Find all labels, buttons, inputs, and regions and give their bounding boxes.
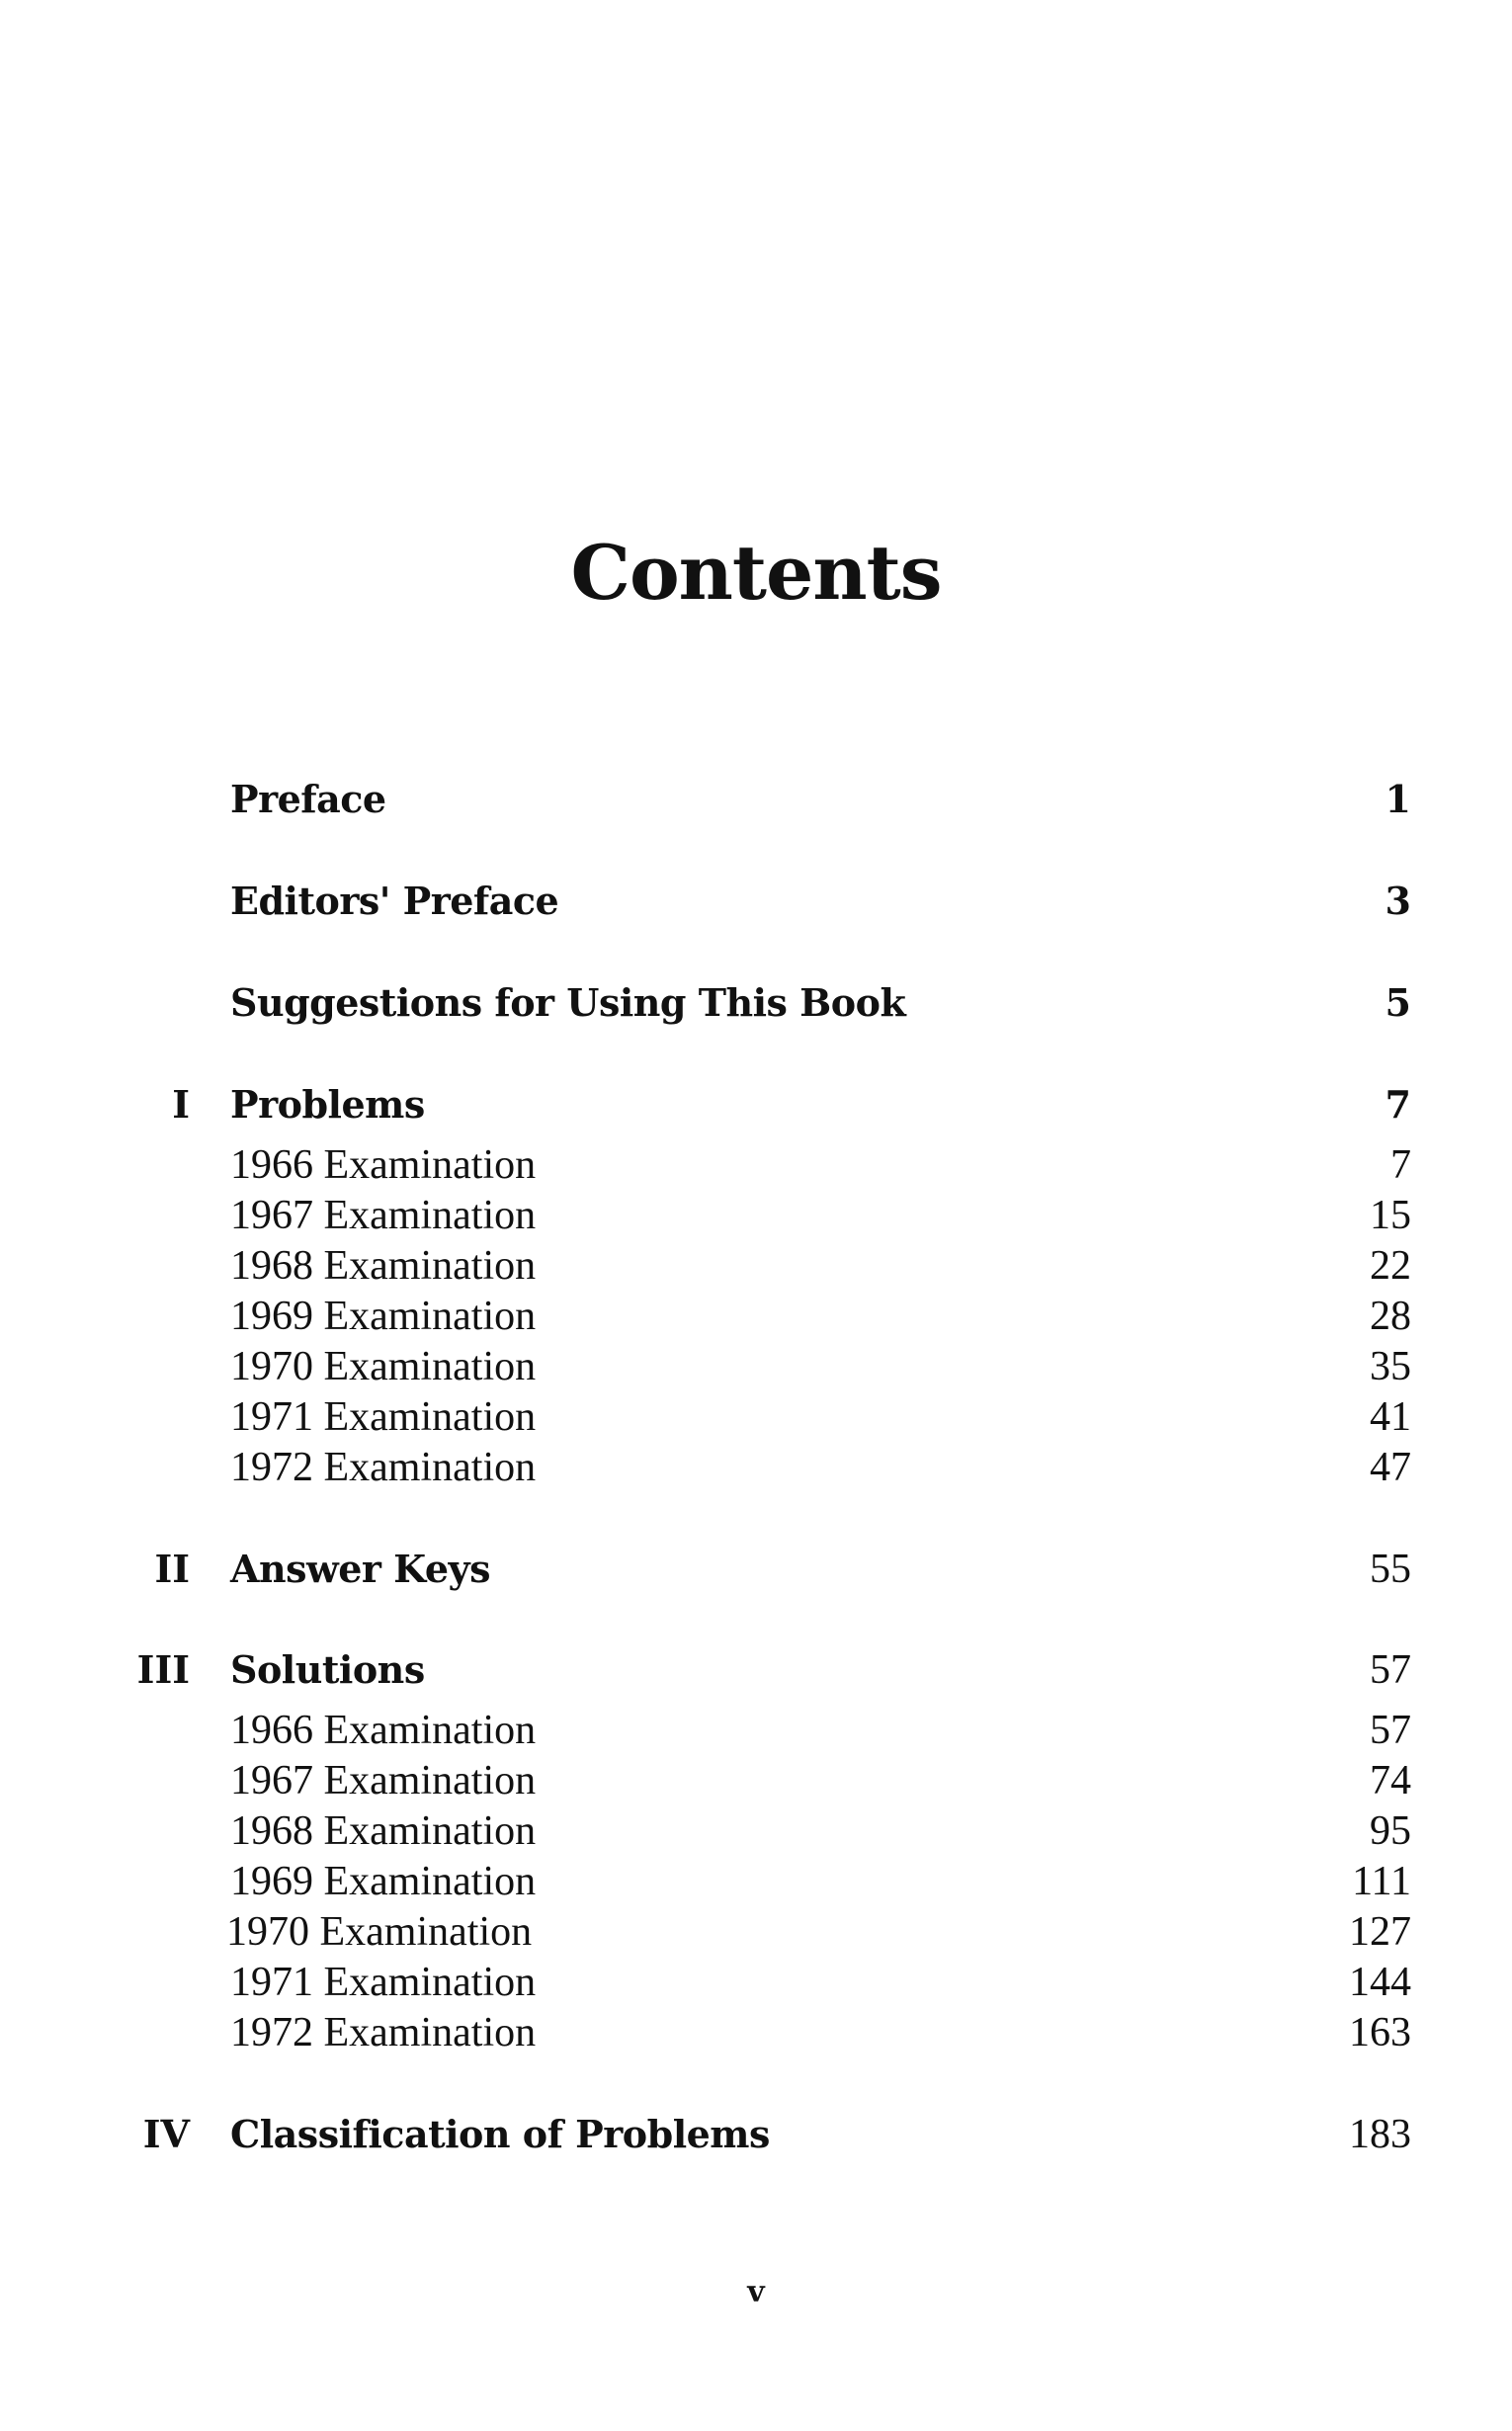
toc-entry-title: 1966 Examination	[230, 1708, 537, 1753]
toc-entry[interactable]	[0, 1803, 1512, 1859]
toc-entry-page: 111	[1352, 1859, 1411, 1904]
part-numeral: I	[172, 1082, 190, 1127]
toc-entry-page: 5	[1385, 980, 1411, 1025]
toc-part-page: 57	[1370, 1647, 1411, 1693]
toc-part-problems[interactable]	[0, 1077, 1512, 1132]
toc-entry-title: Editors' Preface	[230, 879, 559, 923]
toc-entry-page: 28	[1370, 1294, 1411, 1339]
toc-entry-page: 7	[1390, 1142, 1411, 1188]
toc-entry-page: 3	[1385, 879, 1411, 923]
toc-entry-title: 1970 Examination	[230, 1344, 537, 1389]
toc-entry[interactable]	[0, 1188, 1512, 1243]
toc-part-classification[interactable]	[0, 2107, 1512, 2162]
toc-entry[interactable]	[0, 1137, 1512, 1193]
toc-entry[interactable]	[0, 1753, 1512, 1808]
toc-entry-page: 127	[1349, 1909, 1411, 1955]
toc-entry-title: Preface	[230, 777, 386, 821]
toc-entry-title: 1971 Examination	[230, 1960, 537, 2005]
toc-entry[interactable]	[0, 1339, 1512, 1394]
toc-entry-title: Suggestions for Using This Book	[230, 980, 906, 1025]
toc-entry-page: 74	[1370, 1758, 1411, 1803]
toc-entry-suggestions[interactable]	[0, 975, 1512, 1031]
toc-entry[interactable]	[0, 1904, 1512, 1960]
page-number: v	[747, 2275, 765, 2309]
toc-entry-title: 1967 Examination	[230, 1758, 537, 1803]
toc-entry-title: 1968 Examination	[230, 1808, 537, 1854]
part-numeral: IV	[142, 2112, 190, 2156]
toc-entry-editors-preface[interactable]	[0, 874, 1512, 929]
toc-entry-page: 144	[1349, 1960, 1411, 2005]
part-numeral: III	[136, 1647, 190, 1692]
page-title: Contents	[570, 529, 942, 617]
toc-entry-title: 1971 Examination	[230, 1394, 537, 1440]
toc-entry-preface[interactable]	[0, 772, 1512, 827]
toc-entry-title: 1972 Examination	[230, 2010, 537, 2055]
toc-part-title: Solutions	[230, 1647, 425, 1692]
toc-entry[interactable]	[0, 1703, 1512, 1758]
toc-part-page: 7	[1385, 1082, 1411, 1127]
toc-entry-page: 15	[1370, 1193, 1411, 1238]
toc-entry-title: 1972 Examination	[230, 1445, 537, 1490]
toc-entry-title: 1968 Examination	[230, 1243, 537, 1289]
toc-entry[interactable]	[0, 1389, 1512, 1445]
toc-entry[interactable]	[0, 1854, 1512, 1909]
toc-part-answer-keys[interactable]	[0, 1542, 1512, 1597]
toc-entry-page: 1	[1385, 777, 1411, 821]
toc-entry-page: 57	[1370, 1708, 1411, 1753]
toc-part-page: 183	[1349, 2112, 1411, 2157]
toc-part-title: Problems	[230, 1082, 425, 1127]
toc-entry-page: 35	[1370, 1344, 1411, 1389]
toc-entry-page: 163	[1349, 2010, 1411, 2055]
toc-entry-title: 1970 Examination	[226, 1909, 533, 1955]
toc-part-solutions[interactable]	[0, 1642, 1512, 1698]
toc-entry-title: 1967 Examination	[230, 1193, 537, 1238]
toc-entry[interactable]	[0, 1955, 1512, 2010]
toc-part-title: Classification of Problems	[230, 2112, 770, 2156]
toc-entry-page: 47	[1370, 1445, 1411, 1490]
toc-entry-title: 1969 Examination	[230, 1294, 537, 1339]
toc-part-page: 55	[1370, 1547, 1411, 1592]
toc-entry-title: 1966 Examination	[230, 1142, 537, 1188]
toc-entry[interactable]	[0, 2005, 1512, 2060]
toc-entry-title: 1969 Examination	[230, 1859, 537, 1904]
toc-entry[interactable]	[0, 1238, 1512, 1294]
toc-part-title: Answer Keys	[230, 1547, 490, 1591]
toc-entry[interactable]	[0, 1440, 1512, 1495]
part-numeral: II	[154, 1547, 190, 1591]
toc-entry[interactable]	[0, 1289, 1512, 1344]
toc-entry-page: 95	[1370, 1808, 1411, 1854]
toc-entry-page: 22	[1370, 1243, 1411, 1289]
toc-entry-page: 41	[1370, 1394, 1411, 1440]
